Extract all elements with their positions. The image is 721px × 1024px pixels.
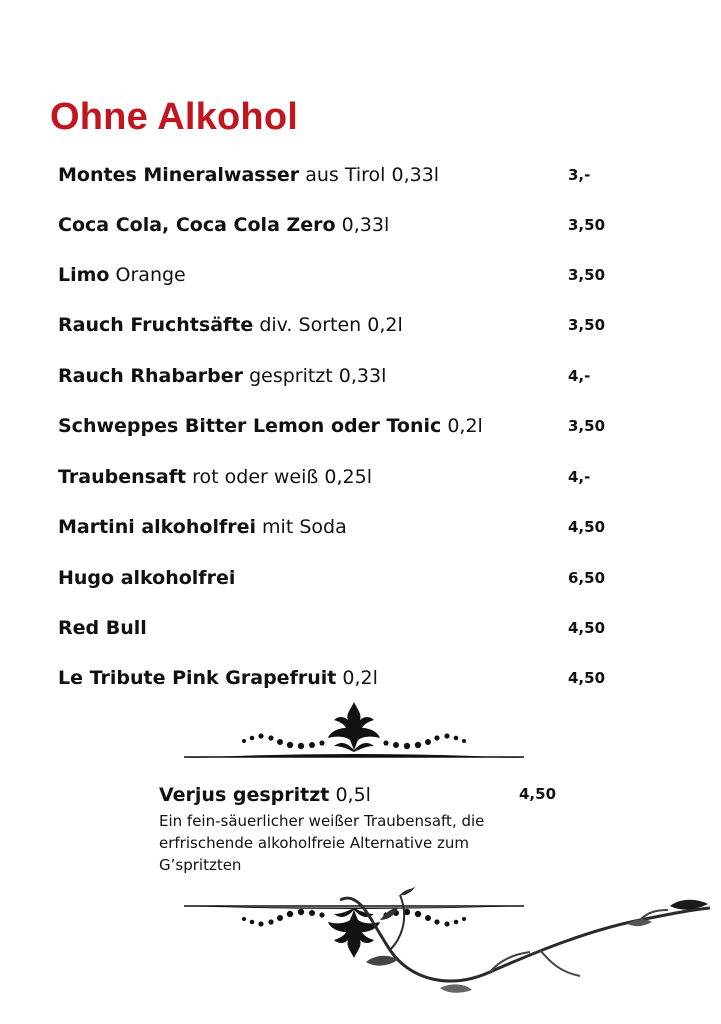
- item-name: Le Tribute Pink Grapefruit: [58, 667, 337, 689]
- item-name: Hugo alkoholfrei: [58, 567, 236, 589]
- menu-item: [58, 160, 618, 190]
- item-name: Traubensaft: [58, 466, 187, 488]
- menu-item: [58, 512, 618, 542]
- special-description: Ein fein-säuerlicher weißer Traubensaft, die erfrischende alkoholfreie Alternative zum G’spritzten: [159, 812, 485, 874]
- menu-item: [58, 361, 618, 391]
- item-desc: 0,2l: [342, 667, 378, 689]
- special-price: 4,50: [519, 785, 557, 803]
- item-price: 3,50: [568, 316, 606, 334]
- item-desc: 0,33l: [341, 214, 390, 236]
- item-desc: gespritzt 0,33l: [249, 365, 387, 387]
- menu-item: [58, 663, 618, 693]
- item-price: 4,-: [568, 367, 591, 385]
- menu-item: [58, 210, 618, 240]
- item-price: 6,50: [568, 569, 606, 587]
- menu-item: [58, 411, 618, 441]
- item-price: 3,50: [568, 417, 606, 435]
- item-price: 3,50: [568, 266, 606, 284]
- item-price: 3,50: [568, 216, 606, 234]
- special-item: [159, 780, 579, 876]
- item-price: 4,50: [568, 518, 606, 536]
- menu-item: [58, 260, 618, 290]
- item-desc: aus Tirol 0,33l: [305, 164, 440, 186]
- item-price: 4,-: [568, 468, 591, 486]
- item-desc: rot oder weiß 0,25l: [192, 466, 372, 488]
- item-name: Rauch Fruchtsäfte: [58, 314, 254, 336]
- menu-item: [58, 563, 618, 593]
- special-name: Verjus gespritzt: [159, 784, 330, 806]
- item-desc: mit Soda: [262, 516, 347, 538]
- item-desc: Orange: [115, 264, 186, 286]
- menu-item: [58, 310, 618, 340]
- ornament-divider-top-icon: [184, 700, 524, 762]
- item-price: 4,50: [568, 619, 606, 637]
- item-price: 4,50: [568, 669, 606, 687]
- item-desc: div. Sorten 0,2l: [259, 314, 403, 336]
- menu-item: [58, 462, 618, 492]
- item-name: Martini alkoholfrei: [58, 516, 256, 538]
- item-name: Coca Cola, Coca Cola Zero: [58, 214, 336, 236]
- item-name: Limo: [58, 264, 110, 286]
- item-name: Red Bull: [58, 617, 147, 639]
- item-name: Montes Mineralwasser: [58, 164, 300, 186]
- vine-branch-icon: [340, 880, 720, 1020]
- item-price: 3,-: [568, 166, 591, 184]
- item-name: Rauch Rhabarber: [58, 365, 244, 387]
- item-desc: 0,2l: [447, 415, 483, 437]
- menu-item: [58, 613, 618, 643]
- special-desc: 0,5l: [335, 784, 371, 806]
- item-name: Schweppes Bitter Lemon oder Tonic: [58, 415, 442, 437]
- section-title: Ohne Alkohol: [50, 96, 298, 138]
